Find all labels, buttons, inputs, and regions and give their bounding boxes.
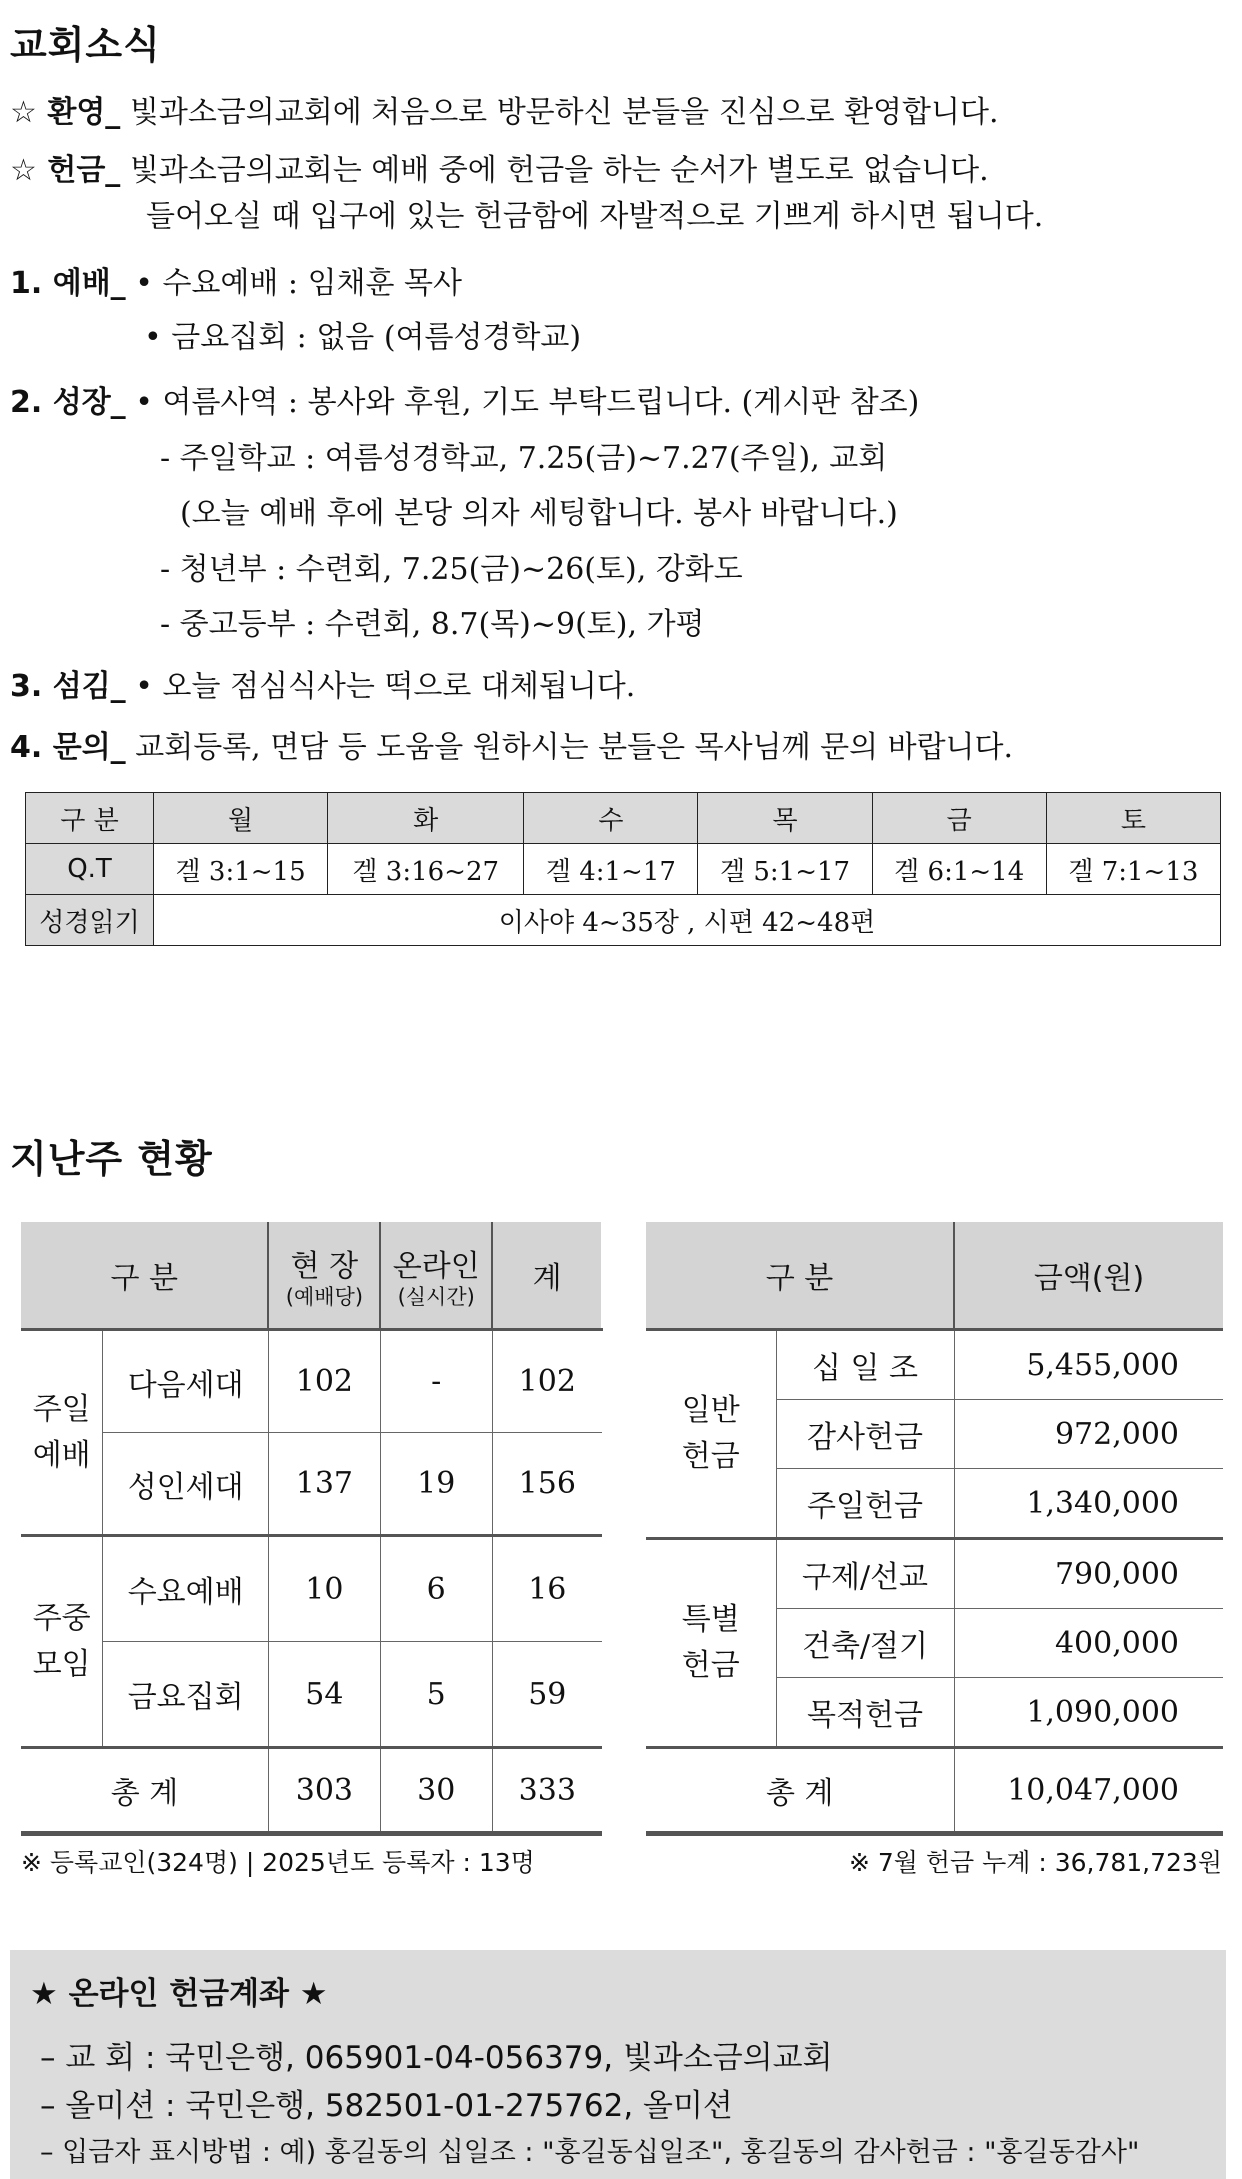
sunday-group-label [21, 1330, 103, 1536]
offering-row [646, 1330, 1223, 1400]
growth-item-2: - 주일학교 : 여름성경학교, 7.25(금)~7.27(주일), 교회 [160, 441, 888, 476]
special-offering-label [646, 1539, 776, 1748]
online-offering-account-box [10, 1950, 1226, 2179]
bank-title: ★ 온라인 헌금계좌 ★ [30, 1976, 328, 2012]
qt-header-cell: 화 [328, 793, 524, 844]
qt-cell: 겔 4:1~17 [524, 844, 698, 895]
growth-label: 2. 성장_ [10, 385, 126, 420]
attendance-header-online-sub: (실시간) [397, 1285, 475, 1309]
sunday-label-1: 주일 [32, 1391, 91, 1427]
offering-amount: 790,000 [954, 1539, 1223, 1609]
worship-line [10, 264, 462, 304]
offering-label: ☆ 헌금_ [10, 153, 121, 188]
attendance-total-label: 총 계 [21, 1748, 268, 1834]
attendance-row-name: 다음세대 [103, 1330, 269, 1433]
offering-name: 십 일 조 [776, 1330, 954, 1400]
attendance-site: 102 [268, 1330, 380, 1433]
attendance-online: - [380, 1330, 492, 1433]
general-label-2: 헌금 [681, 1439, 740, 1474]
qt-header-cell: 구 분 [26, 793, 154, 844]
inquiry-text: 교회등록, 면담 등 도움을 원하시는 분들은 목사님께 문의 바랍니다. [135, 730, 1014, 765]
attendance-row [21, 1330, 602, 1433]
offering-name: 감사헌금 [776, 1400, 954, 1469]
weekday-label-2: 모임 [32, 1646, 91, 1682]
bank-line-allmission: – 올미션 : 국민은행, 582501-01-275762, 올미션 [40, 2088, 733, 2124]
attendance-total: 102 [492, 1330, 602, 1433]
attendance-row-name: 금요집회 [103, 1642, 269, 1748]
news-title: 교회소식 [10, 23, 161, 67]
offering-amount: 5,455,000 [954, 1330, 1223, 1400]
offering-amount: 400,000 [954, 1609, 1223, 1678]
offering-name: 주일헌금 [776, 1469, 954, 1539]
offering-total-label: 총 계 [646, 1748, 954, 1834]
qt-header-cell: 금 [872, 793, 1046, 844]
offering-text-2: 들어오실 때 입구에 있는 헌금함에 자발적으로 기쁘게 하시면 됩니다. [146, 199, 1044, 234]
qt-row [26, 844, 1221, 895]
attendance-total: 59 [492, 1642, 602, 1748]
attendance-row [21, 1642, 602, 1748]
offering-header-amount: 금액(원) [954, 1222, 1223, 1330]
bank-line-depositor: – 입금자 표시방법 : 예) 홍길동의 십일조 : "홍길동십일조", 홍길동의 감사헌금 : "홍길동감사" [40, 2137, 1140, 2168]
service-label: 3. 섬김_ [10, 669, 126, 704]
attendance-header-online-label: 온라인 [392, 1249, 480, 1284]
offering-name: 건축/절기 [776, 1609, 954, 1678]
growth-item-3: (오늘 예배 후에 본당 의자 세팅합니다. 봉사 바랍니다.) [180, 496, 898, 531]
attendance-table [21, 1222, 603, 1836]
qt-cell: 겔 7:1~13 [1046, 844, 1220, 895]
attendance-header-site [268, 1222, 380, 1330]
attendance-header-site-label: 현 장 [290, 1249, 359, 1284]
attendance-header-site-sub: (예배당) [285, 1285, 364, 1309]
attendance-header-total: 계 [492, 1222, 602, 1330]
offering-header-category: 구 분 [646, 1222, 954, 1330]
weekday-label-1: 주중 [32, 1600, 91, 1636]
attendance-site: 137 [268, 1433, 380, 1536]
sunday-label-2: 예배 [32, 1437, 91, 1473]
inquiry-line [10, 728, 1013, 768]
qt-header-cell: 수 [524, 793, 698, 844]
attendance-header-row [21, 1222, 602, 1330]
general-offering-label [646, 1330, 776, 1539]
qt-header-cell: 목 [698, 793, 872, 844]
qt-header-cell: 월 [154, 793, 328, 844]
attendance-header-online [380, 1222, 492, 1330]
qt-header-cell: 토 [1046, 793, 1220, 844]
attendance-note: ※ 등록교인(324명) | 2025년도 등록자 : 13명 [21, 1848, 535, 1877]
attendance-total: 16 [492, 1536, 602, 1642]
offering-line [10, 151, 989, 191]
attendance-site: 54 [268, 1642, 380, 1748]
bible-reading-row [26, 895, 1221, 946]
offering-total-row [646, 1748, 1223, 1834]
status-title: 지난주 현황 [10, 1137, 213, 1181]
welcome-label: ☆ 환영_ [10, 95, 121, 130]
growth-item-4: - 청년부 : 수련회, 7.25(금)~26(토), 강화도 [160, 552, 743, 587]
welcome-line [10, 93, 999, 133]
attendance-total-row [21, 1748, 602, 1834]
offering-text-1: 빛과소금의교회는 예배 중에 헌금을 하는 순서가 별도로 없습니다. [129, 153, 989, 188]
attendance-total-online: 30 [380, 1748, 492, 1834]
attendance-row-name: 수요예배 [103, 1536, 269, 1642]
qt-cell: 겔 5:1~17 [698, 844, 872, 895]
service-line [10, 667, 635, 707]
worship-label: 1. 예배_ [10, 266, 126, 301]
general-label-1: 일반 [681, 1393, 740, 1428]
offering-name: 구제/선교 [776, 1539, 954, 1609]
bible-reading-cell: 이사야 4~35장 , 시편 42~48편 [154, 895, 1221, 946]
growth-item-5: - 중고등부 : 수련회, 8.7(목)~9(토), 가평 [160, 607, 705, 642]
attendance-row [21, 1536, 602, 1642]
worship-item-1: • 수요예배 : 임채훈 목사 [135, 266, 463, 301]
weekday-group-label [21, 1536, 103, 1748]
offering-total-amount: 10,047,000 [954, 1748, 1223, 1834]
offering-header-row [646, 1222, 1223, 1330]
offering-table [646, 1222, 1223, 1836]
attendance-total-total: 333 [492, 1748, 602, 1834]
offering-note: ※ 7월 헌금 누계 : 36,781,723원 [848, 1848, 1222, 1877]
qt-cell: 겔 3:16~27 [328, 844, 524, 895]
attendance-header-category: 구 분 [21, 1222, 268, 1330]
qt-table [25, 792, 1221, 946]
attendance-row [21, 1433, 602, 1536]
attendance-total-site: 303 [268, 1748, 380, 1834]
qt-row-label: Q.T [26, 844, 154, 895]
attendance-online: 6 [380, 1536, 492, 1642]
service-item-1: • 오늘 점심식사는 떡으로 대체됩니다. [135, 669, 636, 704]
bank-line-church: – 교 회 : 국민은행, 065901-04-056379, 빛과소금의교회 [40, 2040, 833, 2076]
offering-amount: 972,000 [954, 1400, 1223, 1469]
qt-cell: 겔 6:1~14 [872, 844, 1046, 895]
offering-amount: 1,090,000 [954, 1678, 1223, 1748]
attendance-total: 156 [492, 1433, 602, 1536]
inquiry-label: 4. 문의_ [10, 730, 126, 765]
bible-reading-label: 성경읽기 [26, 895, 154, 946]
qt-cell: 겔 3:1~15 [154, 844, 328, 895]
attendance-row-name: 성인세대 [103, 1433, 269, 1536]
special-label-1: 특별 [681, 1602, 740, 1637]
worship-item-2: • 금요집회 : 없음 (여름성경학교) [144, 320, 582, 355]
offering-amount: 1,340,000 [954, 1469, 1223, 1539]
offering-row [646, 1539, 1223, 1609]
offering-name: 목적헌금 [776, 1678, 954, 1748]
qt-header-row [26, 793, 1221, 844]
attendance-site: 10 [268, 1536, 380, 1642]
growth-line [10, 383, 919, 423]
welcome-text: 빛과소금의교회에 처음으로 방문하신 분들을 진심으로 환영합니다. [129, 95, 999, 130]
special-label-2: 헌금 [681, 1648, 740, 1683]
attendance-online: 5 [380, 1642, 492, 1748]
attendance-online: 19 [380, 1433, 492, 1536]
growth-item-1: • 여름사역 : 봉사와 후원, 기도 부탁드립니다. (게시판 참조) [135, 385, 920, 420]
